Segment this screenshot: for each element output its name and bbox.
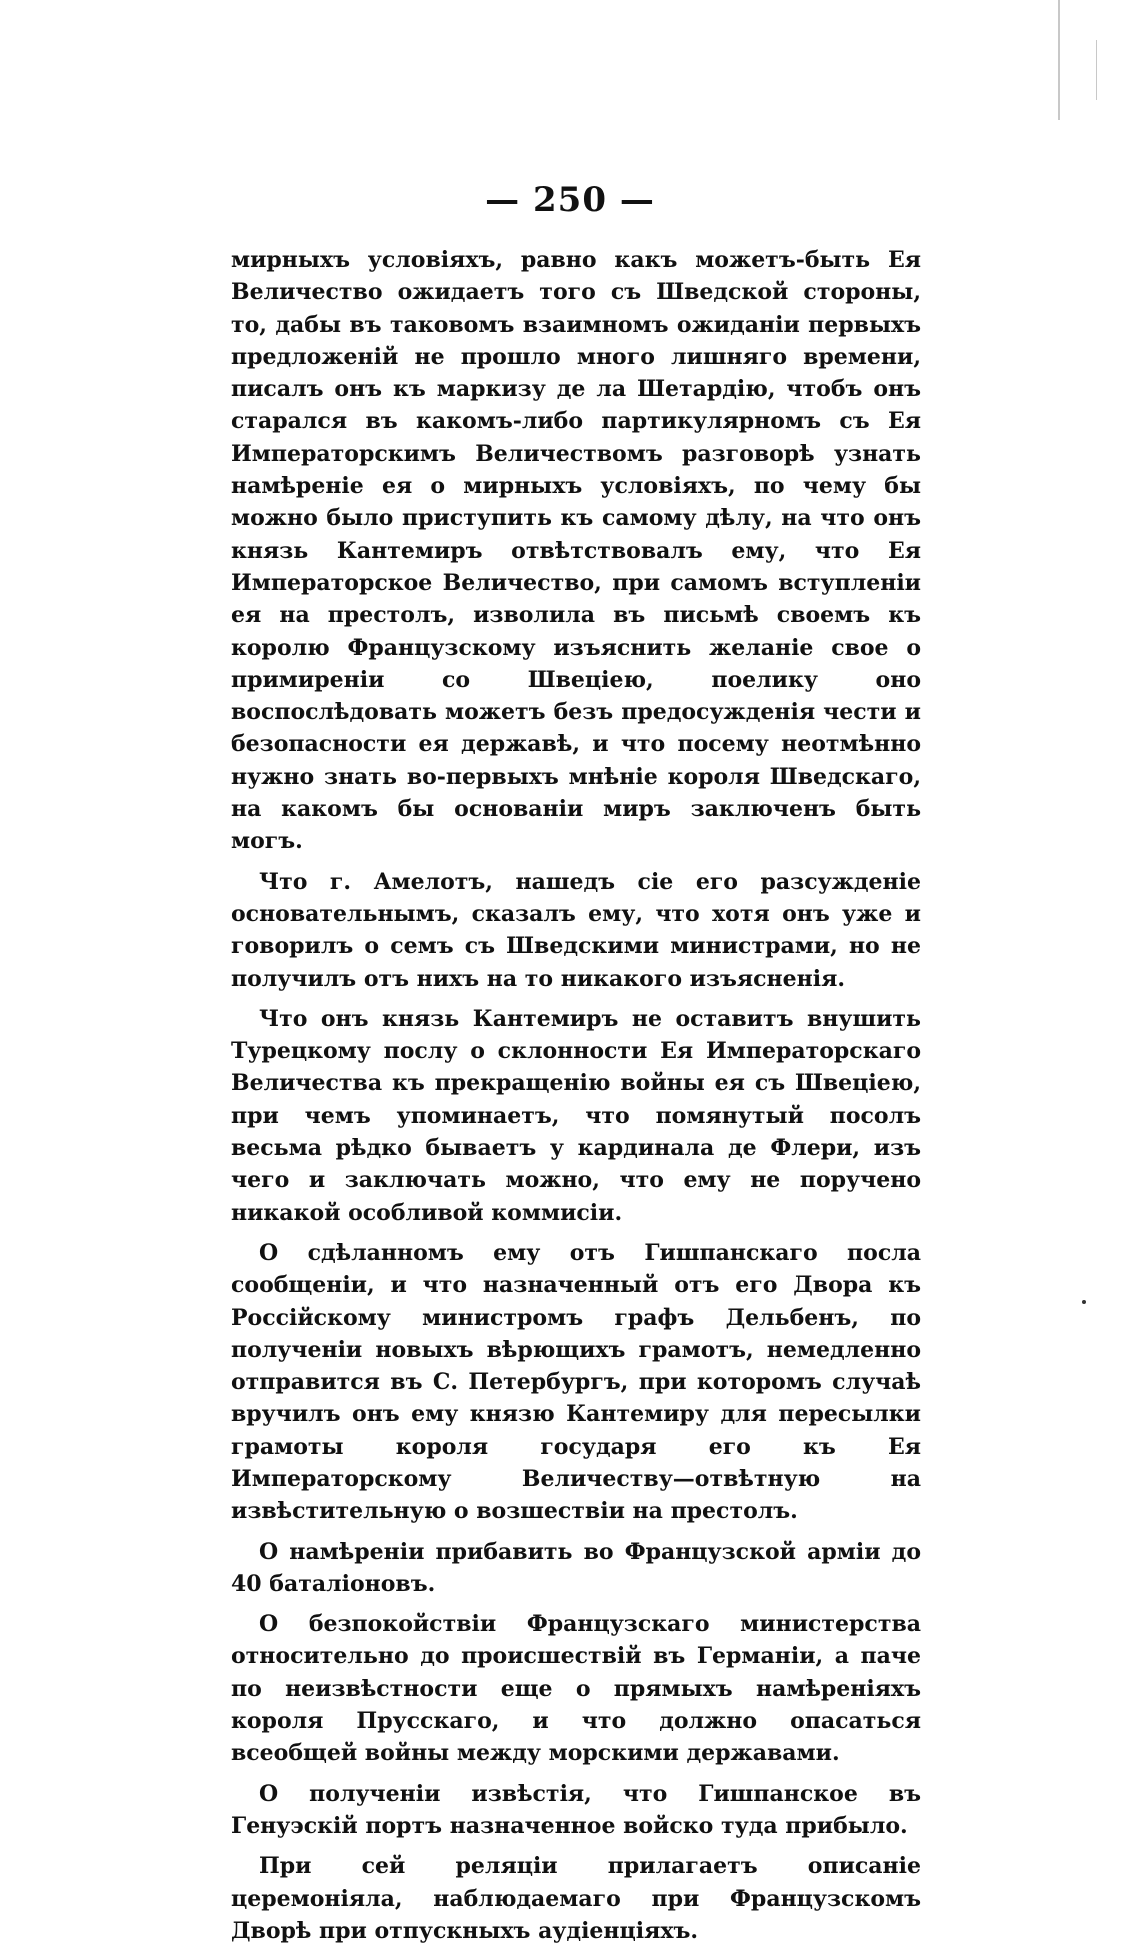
paragraph: Что г. Амелотъ, нашедъ сіе его разсужденіе основательнымъ, сказалъ ему, что хотя онъ уже и говорилъ о семъ съ Шведскими министрами, но не получилъ отъ нихъ на то никакого изъясненія. — [231, 868, 921, 992]
paragraph: Что онъ князь Кантемиръ не оставитъ внушить Турецкому послу о склонности Ея Императорскаго Величества къ прекращенію войны ея съ Швеціею, при чемъ упоминаетъ, что помянутый посолъ весьма рѣдко бываетъ у кардинала де Флери, изъ чего и заключать можно, что ему не поручено никакой особливой коммисіи. — [231, 1005, 921, 1226]
paragraph: О безпокойствіи Французскаго министерства относительно до происшествій въ Германіи, а паче по неизвѣстности еще о прямыхъ намѣреніяхъ короля Прусскаго, и что должно опасаться всеобщей войны между морскими державами. — [231, 1611, 921, 1767]
paragraph: мирныхъ условіяхъ, равно какъ можетъ-быть Ея Величество ожидаетъ того съ Шведской стороны, то, дабы въ таковомъ взаимномъ ожиданіи первыхъ предложеній не прошло много лишняго времени, писалъ онъ къ маркизу де ла Шетардію, чтобъ онъ старался въ какомъ-либо партикулярномъ съ Ея Императорскимъ Величествомъ разговорѣ узнать намѣреніе ея о мирныхъ условіяхъ, по чему бы можно было приступить къ самому дѣлу, на что онъ князь Кантемиръ отвѣтствовалъ ему, что Ея Императорское Величество, при самомъ вступленіи ея на престолъ, изволила въ письмѣ своемъ къ королю Французскому изъяснить желаніе свое о примиреніи со Швеціею, поелику оно воспослѣдовать можетъ безъ предосужденія чести и безопасности ея державѣ, и что посему неотмѣнно нужно знать во-первыхъ мнѣніе короля Шведскаго, на какомъ бы основаніи миръ заключенъ быть могъ. — [231, 247, 921, 855]
scan-speck — [1082, 1300, 1086, 1304]
page-number: — 250 — — [485, 180, 655, 220]
scan-edge-line — [1058, 0, 1060, 120]
paragraph: О намѣреніи прибавить во Французской арміи до 40 баталіоновъ. — [231, 1538, 921, 1597]
paragraph: О полученіи извѣстія, что Гишпанское въ Генуэскій портъ назначенное войско туда прибыло. — [231, 1780, 921, 1839]
text-body — [231, 244, 921, 1955]
paragraph: При сей реляціи прилагаетъ описаніе церемоніяла, наблюдаемаго при Французскомъ Дворѣ при отпускныхъ аудіенціяхъ. — [231, 1853, 921, 1944]
scan-edge-line — [1096, 40, 1097, 100]
paragraph: О сдѣланномъ ему отъ Гишпанскаго посла сообщеніи, и что назначенный отъ его Двора къ Россійскому министромъ графъ Дельбенъ, по полученіи новыхъ вѣрющихъ грамотъ, немедленно отправится въ С. Петербургъ, при которомъ случаѣ вручилъ онъ ему князю Кантемиру для пересылки грамоты короля государя его къ Ея Императорскому Величеству—отвѣтную на извѣстительную о возшествіи на престолъ. — [231, 1239, 921, 1525]
